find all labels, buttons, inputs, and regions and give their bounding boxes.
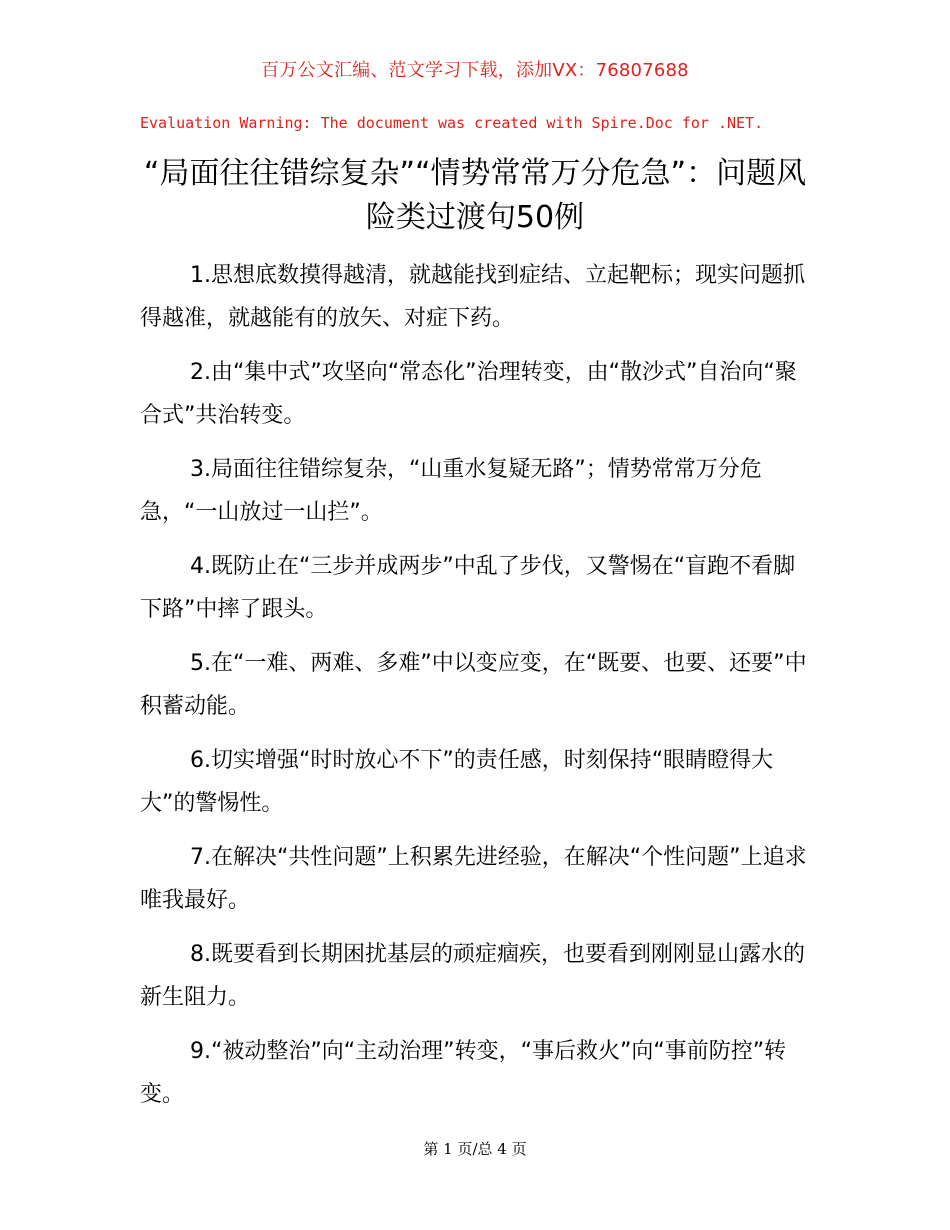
page-number-footer: 第 1 页/总 4 页 xyxy=(423,1140,527,1158)
document-title: “局面往往错综复杂”“情势常常万分危急”：问题风险类过渡句50例 xyxy=(143,156,807,235)
paragraph-3: 3.局面往往错综复杂，“山重水复疑无路”；情势常常万分危急，“一山放过一山拦”。 xyxy=(140,457,762,525)
document-body xyxy=(140,254,812,1127)
paragraph-7: 7.在解决“共性问题”上积累先进经验，在解决“个性问题”上追求唯我最好。 xyxy=(140,845,807,913)
paragraph-4: 4.既防止在“三步并成两步”中乱了步伐，又警惕在“盲跑不看脚下路”中摔了跟头。 xyxy=(140,554,796,622)
paragraph-2: 2.由“集中式”攻坚向“常态化”治理转变，由“散沙式”自治向“聚合式”共治转变。 xyxy=(140,360,797,428)
evaluation-warning: Evaluation Warning: The document was created with Spire.Doc for .NET. xyxy=(140,114,764,132)
paragraph-9: 9.“被动整治”向“主动治理”转变，“事后救火”向“事前防控”转变。 xyxy=(140,1039,787,1107)
paragraph-8: 8.既要看到长期困扰基层的顽症痼疾，也要看到刚刚显山露水的新生阻力。 xyxy=(140,942,805,1010)
paragraph-1: 1.思想底数摸得越清，就越能找到症结、立起靶标；现实问题抓得越准，就越能有的放矢、对症下药。 xyxy=(140,263,805,331)
paragraph-5: 5.在“一难、两难、多难”中以变应变，在“既要、也要、还要”中积蓄动能。 xyxy=(140,651,807,719)
promo-header: 百万公文汇编、范文学习下载，添加VX：76807688 xyxy=(261,60,689,81)
paragraph-6: 6.切实增强“时时放心不下”的责任感，时刻保持“眼睛瞪得大大”的警惕性。 xyxy=(140,748,774,816)
